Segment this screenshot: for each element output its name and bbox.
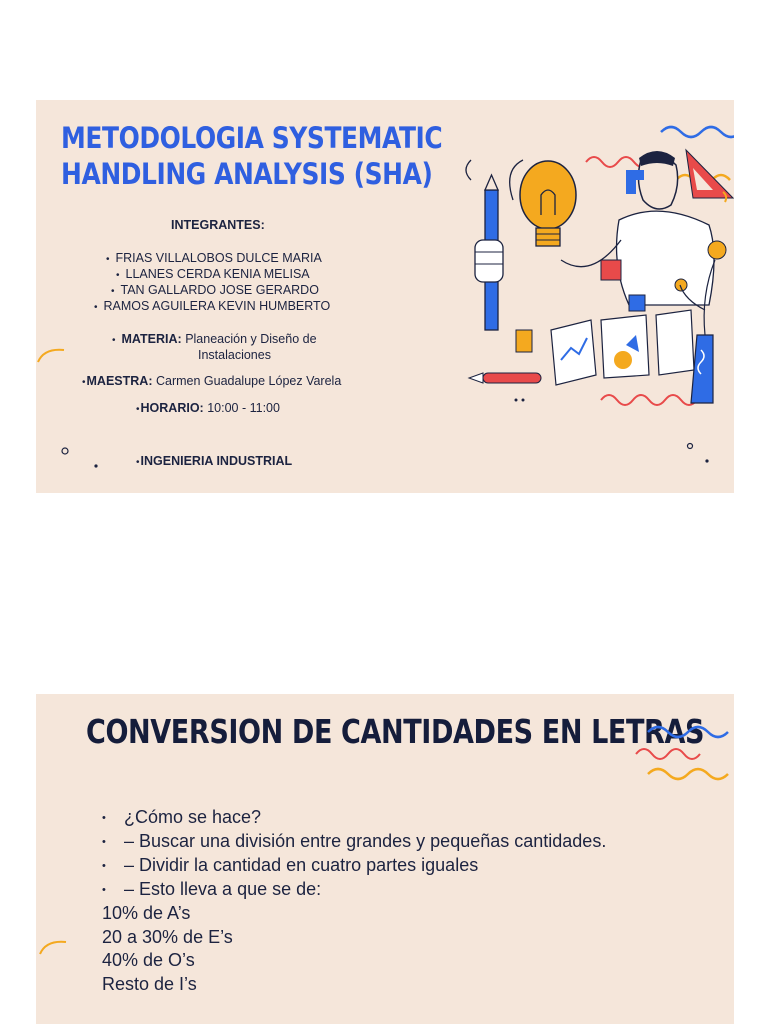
- materia-line: • MATERIA: Planeación y Diseño de: [112, 331, 317, 349]
- percentage-line: 20 a 30% de E’s: [102, 926, 233, 947]
- illustration: [461, 120, 734, 420]
- title-line-2: HANDLING ANALYSIS (SHA): [61, 157, 433, 191]
- wave-red-bottom-icon: [601, 395, 697, 405]
- maestra-line: • MAESTRA: Carmen Guadalupe López Varela: [82, 373, 341, 391]
- bullet-item: • – Esto lleva a que se de:: [102, 878, 606, 902]
- wave-blue-icon: [661, 127, 734, 137]
- block-icon: [516, 330, 532, 352]
- title-line-1: METODOLOGIA SYSTEMATIC: [61, 121, 443, 155]
- percentage-line: 10% de A’s: [102, 903, 191, 923]
- slide-2: [36, 694, 734, 1024]
- pen-icon: [469, 373, 541, 383]
- carrera-line: • INGENIERIA INDUSTRIAL: [136, 453, 292, 471]
- integrantes-label: INTEGRANTES:: [171, 218, 265, 232]
- content-list: [102, 806, 606, 996]
- member-item: • RAMOS AGUILERA KEVIN HUMBERTO: [94, 298, 330, 316]
- chart-cards-icon: [551, 310, 694, 385]
- slide-1: [36, 100, 734, 493]
- bullet-item: • ¿Cómo se hace?: [102, 806, 606, 830]
- member-item: • TAN GALLARDO JOSE GERARDO: [111, 282, 319, 300]
- horario-line: • HORARIO: 10:00 - 11:00: [136, 400, 280, 418]
- slide-2-title: CONVERSION DE CANTIDADES EN LETRAS: [86, 712, 705, 751]
- pencil-icon: [475, 175, 503, 330]
- percentage-line: Resto de I’s: [102, 973, 197, 994]
- materia-line-2: Instalaciones: [198, 348, 271, 362]
- lightbulb-icon: [520, 161, 576, 246]
- bullet-item: • – Buscar una división entre grandes y pequeñas cantidades.: [102, 830, 606, 854]
- percentage-line: 40% de O’s: [102, 950, 195, 970]
- bullet-item: • – Dividir la cantidad en cuatro partes iguales: [102, 854, 606, 878]
- member-item: • FRIAS VILLALOBOS DULCE MARIA: [106, 250, 322, 268]
- decorative-curve-icon: [36, 934, 76, 964]
- set-square-icon: [686, 150, 733, 198]
- member-item: • LLANES CERDA KENIA MELISA: [116, 266, 310, 284]
- decorative-waves-icon: [626, 714, 734, 784]
